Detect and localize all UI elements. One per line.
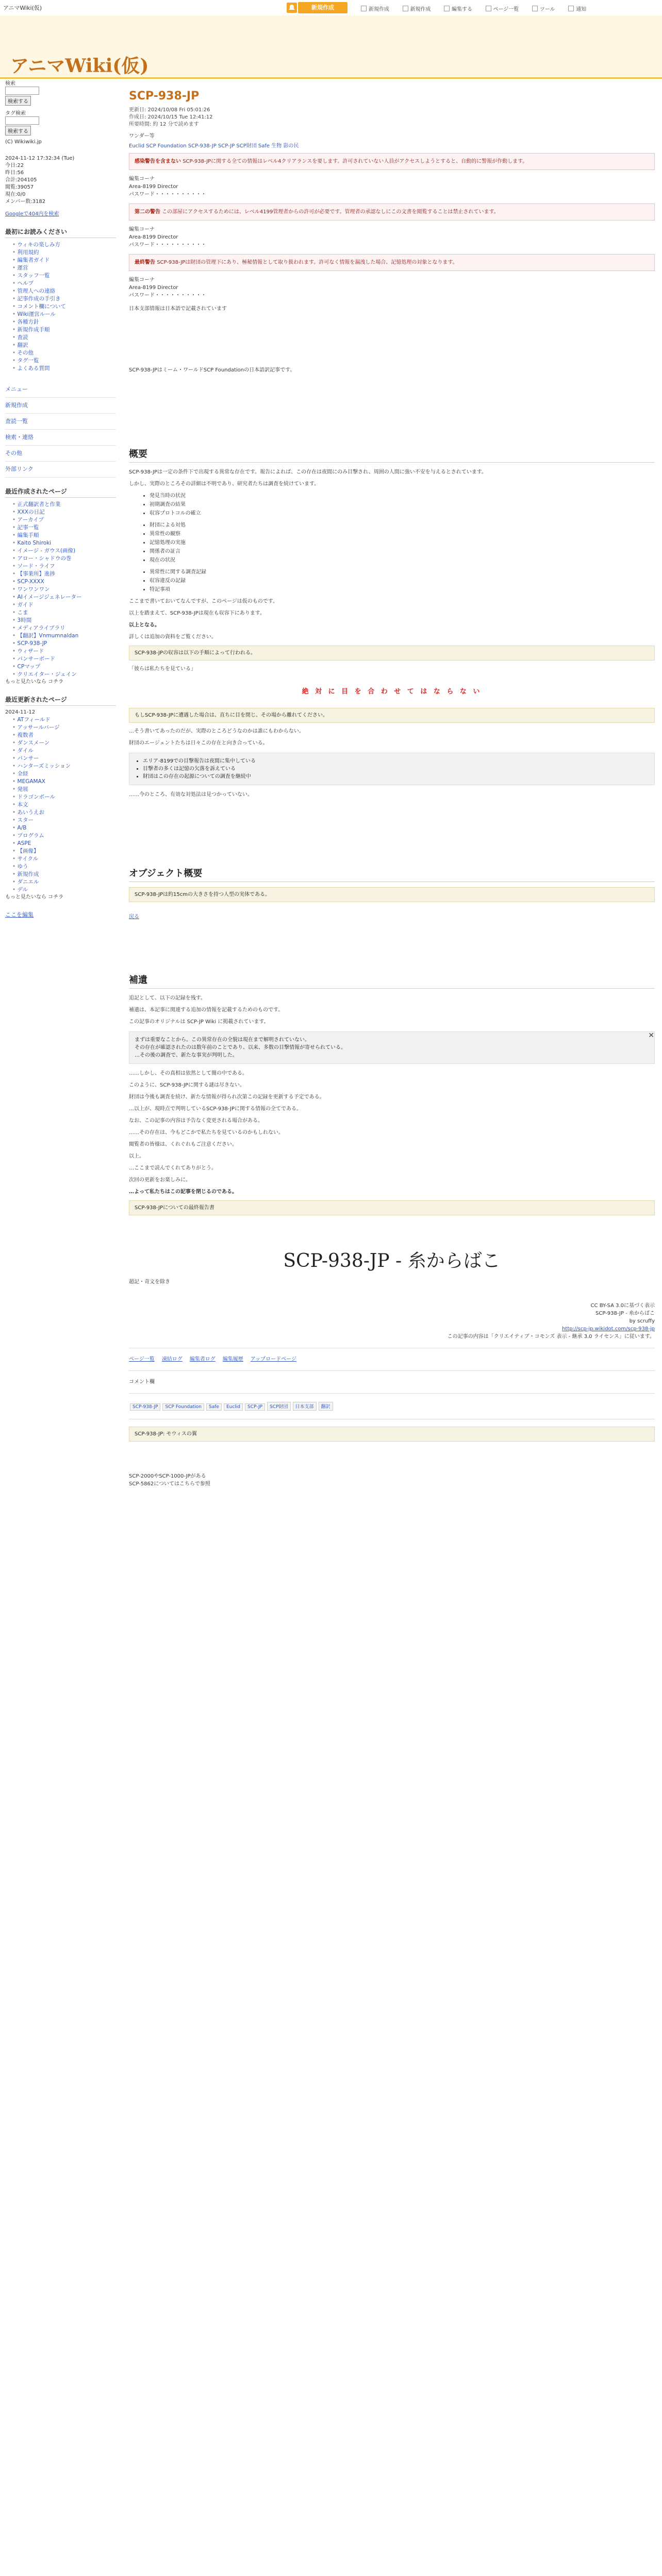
- list-item: • 異常性に関する調査記録: [150, 568, 655, 577]
- story-note: 超記・奇文を除き: [129, 1279, 170, 1285]
- sidebar-link[interactable]: • 全経: [12, 770, 116, 778]
- back-link[interactable]: 戻る: [129, 914, 139, 920]
- trailer-box: SCP-938-JPについての最終報告書: [129, 1200, 655, 1215]
- author-block: [129, 226, 655, 249]
- meta-line: 所要時間: 約 12 分で読めます: [129, 122, 199, 127]
- sidebar-link[interactable]: • ATフィールド: [12, 716, 116, 724]
- paragraph: ここまで書いておいてなんですが、このページは仮のものです。: [129, 599, 278, 604]
- comment-heading[interactable]: コメント欄: [129, 1379, 155, 1385]
- meta-line: 作成日: 2024/10/15 Tue 12:41:12: [129, 114, 213, 120]
- sidebar-link[interactable]: • アッサールバージ: [12, 724, 116, 732]
- paragraph: ……しかし、その真相は依然として闇の中である。: [129, 1071, 247, 1076]
- license-line: by scruffy: [629, 1318, 655, 1324]
- list-item: • 関係者の証言: [150, 547, 655, 556]
- story-title: SCP-938-JP - 糸からばこ: [283, 1250, 501, 1272]
- info-box: SCP-938-JPの収容は以下の手順によって行われる。: [129, 646, 655, 660]
- tag[interactable]: SCP-JP: [245, 1403, 265, 1411]
- more-link[interactable]: もっと見たいなら コチラ: [5, 894, 64, 900]
- sidebar-link[interactable]: • 翻訳: [12, 342, 116, 349]
- sidebar-link[interactable]: • CPマップ: [12, 663, 116, 671]
- edit-sidebar-link[interactable]: ここを編集: [5, 911, 34, 918]
- tag-list: [129, 1401, 655, 1412]
- sidebar-link[interactable]: • Wiki運営ルール: [12, 311, 116, 318]
- site-header: [0, 15, 662, 79]
- stat-line: メンバー数:3182: [5, 199, 46, 205]
- sidebar-link[interactable]: • ハンターズミッション: [12, 762, 116, 770]
- paragraph: …そう書いてあったのだが、実際のところどうなのかは誰にもわからない。: [129, 728, 304, 734]
- sidebar-link[interactable]: • 編集手順: [12, 532, 116, 539]
- license-note: この記事の内容は「クリエイティブ・コモンズ 表示 - 継承 3.0 ライセンス」に従います。: [447, 1334, 655, 1340]
- tag-search-input[interactable]: [5, 116, 39, 125]
- reference-note: SCP-2000やSCP-1000-JPがある: [129, 1473, 206, 1479]
- sidebar-link[interactable]: • 記事一覧: [12, 524, 116, 532]
- sidebar-link[interactable]: • 利用規約: [12, 249, 116, 257]
- new-page-button[interactable]: 新規作成: [298, 2, 347, 13]
- search-label: 検索: [5, 81, 15, 87]
- first-read-title: 最初にお読みください: [5, 227, 116, 238]
- tag[interactable]: SCP Foundation: [162, 1403, 204, 1411]
- sidebar-link[interactable]: • メディアライブラリ: [12, 624, 116, 632]
- author-line: パスワード・・・・・・・・・・: [129, 293, 206, 298]
- nav-block: [5, 382, 116, 478]
- sidebar-link[interactable]: • タグ一覧: [12, 357, 116, 365]
- search-input[interactable]: [5, 87, 39, 95]
- paragraph: 次回の更新をお楽しみに。: [129, 1177, 191, 1183]
- sidebar-link[interactable]: • SCP-938-JP: [12, 640, 116, 648]
- paragraph: …以上が、現時点で判明しているSCP-938-JPに関する情報の全てである。: [129, 1106, 302, 1112]
- warning-head: 最終警告: [135, 260, 155, 265]
- stats-block: [5, 155, 116, 218]
- sidebar-link[interactable]: • A/B: [12, 824, 116, 832]
- sidebar-link[interactable]: • ガイド: [12, 601, 116, 609]
- page-title: SCP-938-JP: [129, 90, 200, 103]
- sidebar-link[interactable]: • MEGAMAX: [12, 778, 116, 786]
- first-read-list: [5, 241, 116, 372]
- top-link[interactable]: ツール: [532, 5, 555, 12]
- sidebar-link[interactable]: • ダニエル: [12, 878, 116, 886]
- sidebar-link[interactable]: • 査読: [12, 334, 116, 342]
- tag[interactable]: 日本支部: [293, 1402, 317, 1411]
- warning-box: [129, 254, 655, 271]
- source-line: SCP-938-JPはミーム・ワールドSCP Foundationの日本語訳記事です。: [129, 367, 295, 373]
- sidebar-link[interactable]: • ASPE: [12, 840, 116, 848]
- license-line: SCP-938-JP - 糸からばこ: [595, 1311, 655, 1316]
- paragraph: 詳しくは追加の資料をご覧ください。: [129, 634, 217, 640]
- tag-search-button[interactable]: 検索する: [5, 126, 31, 135]
- paragraph: 以上。: [129, 1154, 144, 1159]
- copyright-note: (C) Wikiwiki.jp: [5, 139, 42, 145]
- sidebar-link[interactable]: • コメント欄について: [12, 303, 116, 311]
- bold-line: 以上となる。: [129, 622, 160, 628]
- sidebar-link[interactable]: • 各種方針: [12, 318, 116, 326]
- author-line: Area-8199 Director: [129, 234, 178, 240]
- top-link[interactable]: 編集する: [444, 5, 472, 12]
- bullet-list: [129, 521, 655, 565]
- nav-section[interactable]: メニュー: [5, 382, 116, 398]
- bullet-list: [129, 568, 655, 594]
- paragraph: この記事のオリジナルは SCP-JP Wiki に掲載されています。: [129, 1019, 269, 1025]
- tag-search-label: タグ検索: [5, 111, 26, 116]
- paragraph: このように、SCP-938-JPに関する謎は尽きない。: [129, 1082, 245, 1088]
- sidebar-link[interactable]: • 運営: [12, 264, 116, 272]
- stat-line: 現在:0/0: [5, 192, 26, 197]
- tag[interactable]: SCP財団: [267, 1402, 290, 1411]
- sidebar-link[interactable]: • パンサーボード: [12, 655, 116, 663]
- nav-section[interactable]: 外部リンク: [5, 462, 116, 478]
- sidebar-link[interactable]: • あいうえお: [12, 809, 116, 817]
- author-line: 編集コーナ: [129, 176, 155, 182]
- reference-box[interactable]: SCP-938-JP: モウィスの翼: [129, 1427, 655, 1442]
- search-block: [5, 79, 116, 146]
- sidebar: [0, 79, 121, 1831]
- sidebar-link[interactable]: • ワンワンワン: [12, 586, 116, 594]
- author-line: 編集コーナ: [129, 227, 155, 232]
- list-item: • 異常性の観察: [150, 530, 655, 538]
- list-item: • 収容違反の記録: [150, 577, 655, 585]
- paragraph: 閲覧者の皆様は、くれぐれもご注意ください。: [129, 1142, 237, 1147]
- list-item: • 目撃者の多くは記憶の欠落を訴えている: [143, 765, 649, 773]
- sidebar-link[interactable]: • アロー・シャドウの巻: [12, 555, 116, 563]
- sidebar-link[interactable]: • 発展: [12, 786, 116, 793]
- list-item: • エリア-8199での目撃報告は夜間に集中している: [143, 757, 649, 765]
- sidebar-link[interactable]: • 管理人への連絡: [12, 287, 116, 295]
- google-search-link[interactable]: Googleで404内を検索: [5, 211, 59, 217]
- sidebar-link[interactable]: • ドラゴンボール: [12, 793, 116, 801]
- list-item: • 特記事項: [150, 585, 655, 594]
- top-logo[interactable]: アニマWiki(仮): [3, 5, 42, 11]
- stat-line: 閲覧:39057: [5, 184, 34, 190]
- close-icon[interactable]: ✕: [648, 1031, 654, 1040]
- list-item: • 記憶処理の実施: [150, 538, 655, 547]
- grey-box: [129, 753, 655, 785]
- recent-updated-list: [5, 716, 116, 894]
- updated-date: 2024-11-12: [5, 709, 36, 715]
- addendum-box: [129, 1031, 655, 1064]
- recent-created-list: [5, 501, 116, 679]
- paragraph: 財団は今後も調査を続け、新たな情報が得られ次第この記録を更新する予定である。: [129, 1094, 325, 1100]
- paragraph: SCP-938-JPは一定の条件下で出現する異常な存在です。報告によれば、この存在は夜間にのみ目撃され、周囲の人間に強い不安を与えるとされています。: [129, 469, 487, 475]
- top-link[interactable]: 新規作成: [403, 5, 431, 12]
- sidebar-link[interactable]: • サイクル: [12, 855, 116, 863]
- object-summary: SCP-938-JPは約15cmの大きさを持つ人型の実体である。: [129, 887, 655, 902]
- warning-head: 第二の警告: [135, 209, 160, 215]
- warning-text: SCP-938-JPは財団の管理下にあり、極秘情報として取り扱われます。許可なく情報を漏洩した場合、記憶処理の対象となります。: [157, 260, 458, 265]
- license-line: CC BY-SA 3.0に基づく表示: [590, 1303, 655, 1309]
- first-read-block: [5, 227, 116, 372]
- sidebar-link[interactable]: • スター: [12, 817, 116, 824]
- paragraph: しかし、実際のところその詳細は不明であり、研究者たちは調査を続けています。: [129, 481, 320, 487]
- stat-line: 今日:22: [5, 163, 24, 168]
- footer-link[interactable]: 編集者ログ: [189, 1357, 216, 1362]
- sidebar-link[interactable]: • 記事作成の手引き: [12, 295, 116, 303]
- sidebar-link[interactable]: • ヘルプ: [12, 280, 116, 287]
- paragraph: ……その存在は、今もどこかで私たちを見ているのかもしれない。: [129, 1130, 284, 1136]
- warning-box: [129, 204, 655, 221]
- footer-link[interactable]: ページ一覧: [129, 1357, 155, 1362]
- author-line: Area-8199 Director: [129, 285, 178, 291]
- paragraph: 追記として、以下の記録を残す。: [129, 995, 206, 1001]
- warning-text: SCP-938-JPに関する全ての情報はレベル4クリアランスを要します。許可されていない人員がアクセスしようとすると、自動的に警報が作動します。: [183, 159, 528, 164]
- tag[interactable]: Safe: [206, 1403, 222, 1411]
- sidebar-link[interactable]: • 正式翻訳者と作業: [12, 501, 116, 509]
- nav-section[interactable]: その他: [5, 446, 116, 462]
- list-item: • 現在の状況: [150, 556, 655, 565]
- paragraph: 以上を踏まえて、SCP-938-JPは現在も収容下にあります。: [129, 611, 265, 616]
- page-meta: [129, 107, 655, 128]
- warning-box: [129, 153, 655, 170]
- stat-line: 合計:204105: [5, 177, 37, 183]
- search-button[interactable]: 検索する: [5, 96, 31, 106]
- section-heading-object: オブジェクト概要: [129, 866, 655, 882]
- site-title[interactable]: アニマWiki(仮): [10, 55, 149, 77]
- red-warning: 絶 対 に 目 を 合 わ せ て は な ら な い: [302, 688, 482, 696]
- sidebar-link[interactable]: • 新規作成手順: [12, 326, 116, 334]
- sidebar-link[interactable]: • 【画像】: [12, 848, 116, 855]
- footer-link[interactable]: 編集履歴: [222, 1357, 243, 1362]
- sidebar-link[interactable]: • Kaito Shiroki: [12, 539, 116, 547]
- sidebar-link[interactable]: • 編集者ガイド: [12, 257, 116, 264]
- author-line: 編集コーナ: [129, 277, 155, 283]
- author-block: [129, 276, 655, 299]
- footer-link[interactable]: アップロードページ: [250, 1357, 296, 1362]
- sidebar-link[interactable]: • クリエイター・ジェイン: [12, 671, 116, 679]
- paragraph: 財団のエージェントたちは日々この存在と向き合っている。: [129, 740, 268, 746]
- author-line: パスワード・・・・・・・・・・: [129, 242, 206, 248]
- stat-line: 昨日:56: [5, 170, 24, 176]
- recent-updated-title: 最近更新されたページ: [5, 695, 116, 706]
- more-link[interactable]: もっと見たいなら コチラ: [5, 679, 64, 685]
- sidebar-link[interactable]: • ウィザード: [12, 648, 116, 655]
- addendum-line: まずは重要なことから。この異常存在の全貌は現在まで解明されていない。: [135, 1037, 310, 1043]
- sidebar-link[interactable]: • 複数者: [12, 732, 116, 739]
- sidebar-link[interactable]: • 本文: [12, 801, 116, 809]
- sidebar-link[interactable]: • その他: [12, 349, 116, 357]
- paragraph: …ここまで読んでくれてありがとう。: [129, 1165, 217, 1171]
- sidebar-link[interactable]: • デル: [12, 886, 116, 894]
- quote: 「彼らは私たちを見ている」: [129, 666, 196, 672]
- sidebar-link[interactable]: • XXXの日記: [12, 509, 116, 516]
- info-box: もしSCP-938-JPに遭遇した場合は、直ちに目を閉じ、その場から離れてください。: [129, 708, 655, 723]
- sidebar-link[interactable]: • よくある質問: [12, 365, 116, 372]
- list-item: • 財団はこの存在の起源についての調査を継続中: [143, 773, 649, 781]
- meta-line: 更新日: 2024/10/08 Fri 05:01:26: [129, 107, 210, 113]
- sidebar-link[interactable]: • アーカイブ: [12, 516, 116, 524]
- nav-section[interactable]: 新規作成: [5, 398, 116, 414]
- warning-head: 感染警告を含まない: [135, 159, 181, 164]
- list-item: • 発見当時の状況: [150, 492, 655, 500]
- footer-links: [129, 1355, 655, 1363]
- tagline-links[interactable]: Euclid SCP Foundation SCP-938-JP SCP-JP SCP財団 Safe 生物 影の民: [129, 143, 299, 149]
- sidebar-link[interactable]: • ウィキの楽しみ方: [12, 241, 116, 249]
- top-link[interactable]: ページ一覧: [486, 5, 519, 12]
- closing-line: …よって私たちはこの記事を閉じるのである。: [129, 1189, 237, 1195]
- nav-section[interactable]: 査読一覧: [5, 414, 116, 430]
- note-line: 日本支部情報は日本語で記載されています: [129, 306, 227, 312]
- recent-updated-block: [5, 695, 116, 901]
- nav-section[interactable]: 検索・連絡: [5, 430, 116, 446]
- bullet-list: [129, 492, 655, 518]
- license-block: [129, 1302, 655, 1341]
- sidebar-link[interactable]: • 【翻訳】Vnmumnaldan: [12, 632, 116, 640]
- sidebar-link[interactable]: • プログラム: [12, 832, 116, 840]
- main-content: [129, 82, 655, 1488]
- sidebar-link[interactable]: • AIイメージジェネレーター: [12, 594, 116, 601]
- tag[interactable]: SCP-938-JP: [130, 1403, 160, 1411]
- sidebar-link[interactable]: • ダンスメーン: [12, 739, 116, 747]
- sidebar-link[interactable]: • 【事業所】進捗: [12, 570, 116, 578]
- sidebar-link[interactable]: • ダイル: [12, 747, 116, 755]
- sidebar-link[interactable]: • こま: [12, 609, 116, 617]
- author-block: [129, 175, 655, 198]
- sidebar-link[interactable]: • スタッフ一覧: [12, 272, 116, 280]
- warning-text: この部屋にアクセスするためには、レベル4199管理者からの許可が必要です。管理者の承認なしにこの文書を閲覧することは禁止されています。: [162, 209, 499, 215]
- paragraph: なお、この記事の内容は予告なく変更される場合がある。: [129, 1118, 263, 1124]
- sidebar-link[interactable]: • 3時間: [12, 617, 116, 624]
- tag[interactable]: Euclid: [224, 1403, 243, 1411]
- notification-icon[interactable]: [286, 2, 297, 13]
- author-line: パスワード・・・・・・・・・・: [129, 192, 206, 197]
- section-heading-overview: 概要: [129, 447, 655, 463]
- footer-link[interactable]: 凍結ログ: [161, 1357, 183, 1362]
- license-url[interactable]: http://scp-jp.wikidot.com/scp-938-jp: [562, 1326, 655, 1332]
- addendum-line: …その後の調査で、新たな事実が判明した。: [135, 1053, 238, 1058]
- sidebar-link[interactable]: • 新規作成: [12, 871, 116, 878]
- section-heading-addendum: 補遺: [129, 973, 655, 989]
- recent-created-title: 最近作成されたページ: [5, 487, 116, 498]
- sidebar-link[interactable]: • ゆう: [12, 863, 116, 871]
- top-link[interactable]: 新規作成: [361, 5, 389, 12]
- list-item: • 収容プロトコルの確立: [150, 509, 655, 518]
- addendum-line: その存在が確認されたのは数年前のことであり、以来、多数の目撃情報が寄せられている。: [135, 1045, 346, 1050]
- list-item: • 財団による対処: [150, 521, 655, 530]
- list-item: • 初期調査の結果: [150, 500, 655, 509]
- tag[interactable]: 翻訳: [319, 1402, 333, 1411]
- sidebar-link[interactable]: • イメージ - ガウス(画像): [12, 547, 116, 555]
- sidebar-link[interactable]: • パンサー: [12, 755, 116, 762]
- stat-line: 2024-11-12 17:32:34 (Tue): [5, 156, 75, 161]
- top-bar: [0, 0, 662, 16]
- tag-intro: ワンダー等: [129, 133, 155, 139]
- sidebar-link[interactable]: • ソード・ライフ: [12, 563, 116, 570]
- sidebar-link[interactable]: • SCP-XXXX: [12, 578, 116, 586]
- top-link[interactable]: 通知: [568, 5, 586, 12]
- reference-note: SCP-5862についてはこちらで参照: [129, 1481, 210, 1487]
- paragraph: 補遺は、本記事に関連する追加の情報を記載するためのものです。: [129, 1007, 284, 1013]
- top-links: [361, 5, 598, 12]
- paragraph: ……今のところ、有効な対処法は見つかっていない。: [129, 792, 253, 798]
- recent-created-block: [5, 487, 116, 686]
- author-line: Area-8199 Director: [129, 184, 178, 190]
